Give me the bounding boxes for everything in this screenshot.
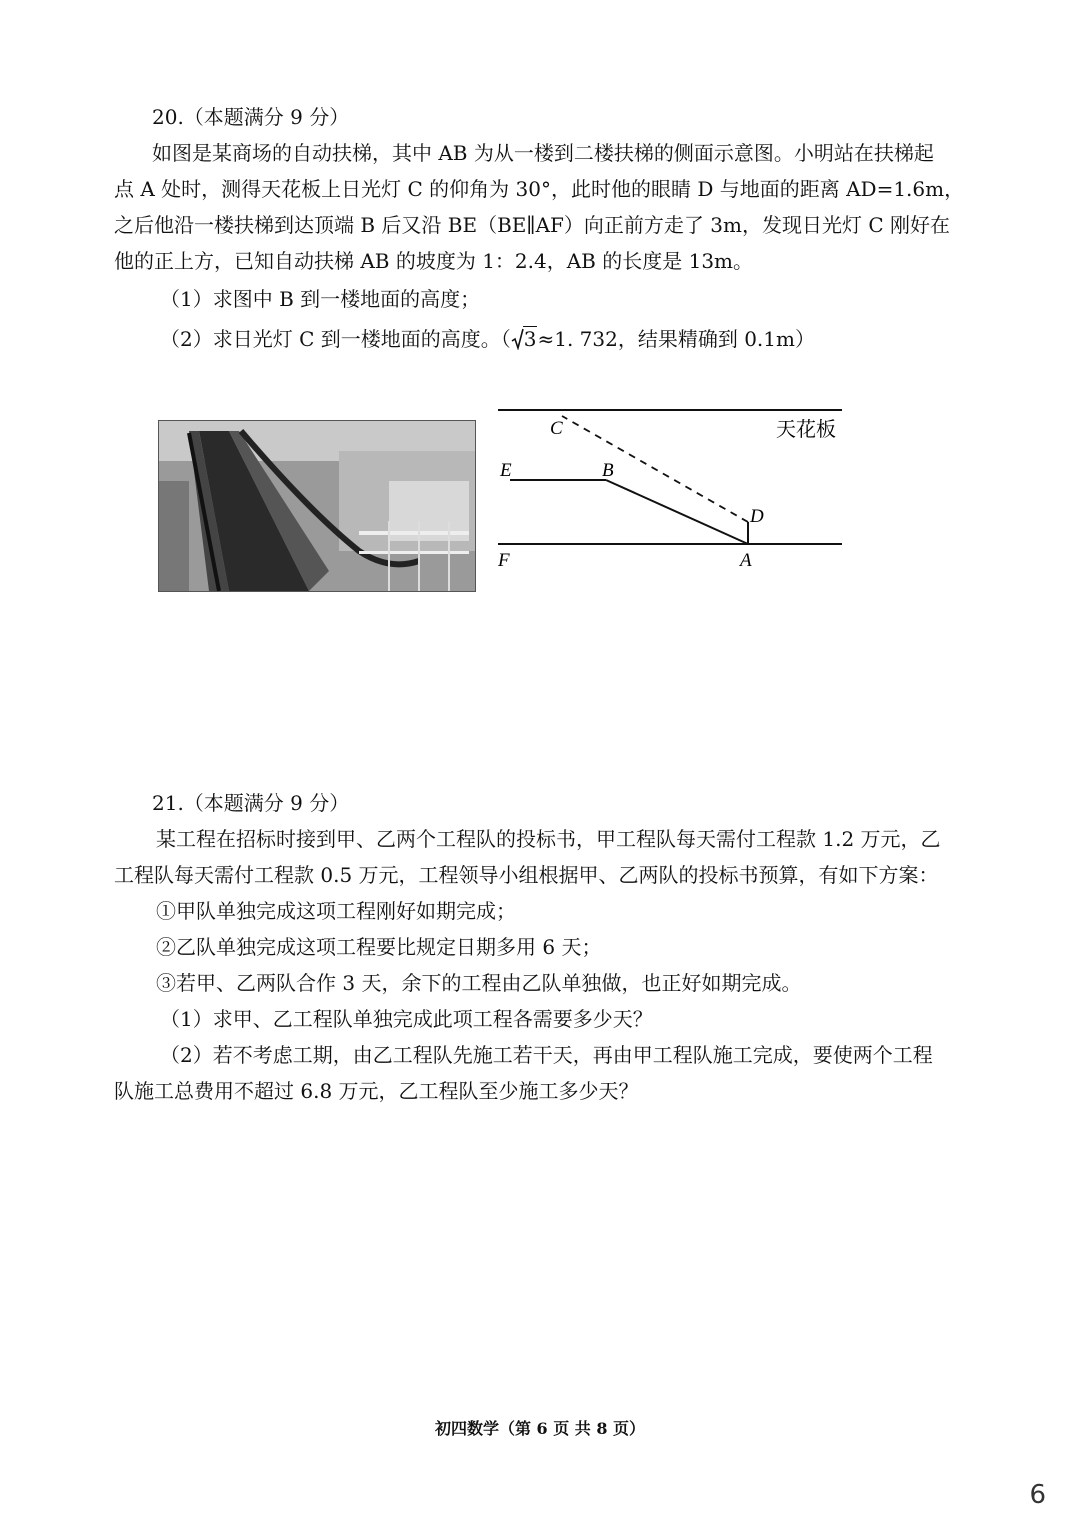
q20-text-line-3: 之后他沿一楼扶梯到达顶端 B 后又沿 BE（BE∥AF）向正前方走了 3m，发现日光灯 C 刚好在 xyxy=(114,213,950,237)
q21-option-3: ③若甲、乙两队合作 3 天，余下的工程由乙队单独做，也正好如期完成。 xyxy=(156,971,802,995)
label-f: F xyxy=(498,550,510,571)
q21-text-line-1: 某工程在招标时接到甲、乙两个工程队的投标书，甲工程队每天需付工程款 1.2 万元，乙 xyxy=(156,827,941,851)
q20-subquestion-1: （1）求图中 B 到一楼地面的高度； xyxy=(160,287,481,311)
label-d: D xyxy=(750,506,764,527)
q20-subquestion-2 xyxy=(160,326,815,352)
q20-subquestion-2-text-a: （2）求日光灯 C 到一楼地面的高度。（ xyxy=(160,327,511,351)
q20-text-line-2: 点 A 处时，测得天花板上日光灯 C 的仰角为 30°，此时他的眼睛 D 与地面的距离 AD=1.6m， xyxy=(114,177,965,201)
sqrt-radicand: 3 xyxy=(523,327,537,351)
q20-text-line-4: 他的正上方，已知自动扶梯 AB 的坡度为 1：2.4，AB 的长度是 13m。 xyxy=(114,249,754,273)
sqrt-symbol xyxy=(511,326,538,352)
escalator-diagram xyxy=(492,400,852,584)
page-footer: 初四数学（第 6 页 共 8 页） xyxy=(434,1419,646,1438)
escalator-line-ba xyxy=(606,480,748,544)
q21-subquestion-1: （1）求甲、乙工程队单独完成此项工程各需要多少天？ xyxy=(160,1007,653,1031)
q21-option-1: ①甲队单独完成这项工程刚好如期完成； xyxy=(156,899,516,923)
escalator-photo xyxy=(158,420,476,592)
q21-subquestion-2-line-2: 队施工总费用不超过 6.8 万元，乙工程队至少施工多少天？ xyxy=(114,1079,639,1103)
label-ceiling: 天花板 xyxy=(776,419,836,441)
label-b: B xyxy=(602,460,614,481)
sight-line-dc xyxy=(562,416,748,522)
q20-text-line-1: 如图是某商场的自动扶梯，其中 AB 为从一楼到二楼扶梯的侧面示意图。小明站在扶梯起 xyxy=(152,141,934,165)
label-a: A xyxy=(740,550,752,571)
q20-subquestion-2-text-b: ≈1. 732，结果精确到 0.1m） xyxy=(537,327,815,351)
q21-option-2: ②乙队单独完成这项工程要比规定日期多用 6 天； xyxy=(156,935,602,959)
q20-heading: 20.（本题满分 9 分） xyxy=(152,105,350,129)
q21-heading: 21.（本题满分 9 分） xyxy=(152,791,350,815)
page-number: 6 xyxy=(1029,1480,1046,1510)
label-e: E xyxy=(500,460,512,481)
q21-subquestion-2-line-1: （2）若不考虑工期，由乙工程队先施工若干天，再由甲工程队施工完成，要使两个工程 xyxy=(160,1043,933,1067)
label-c: C xyxy=(550,418,563,439)
q21-text-line-2: 工程队每天需付工程款 0.5 万元，工程领导小组根据甲、乙两队的投标书预算，有如下方案： xyxy=(114,863,939,887)
